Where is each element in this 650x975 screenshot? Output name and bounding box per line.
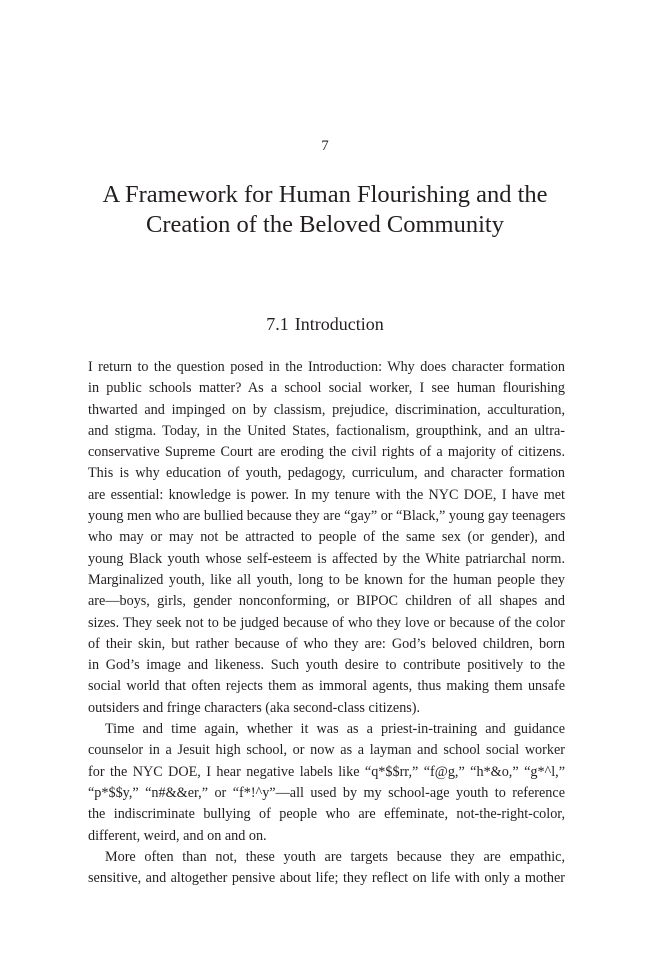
body-line: young men who are bullied because they are “gay” or “Black,” young gay teenagers [88,508,566,525]
body-text [88,357,565,889]
body-line: This is why education of youth, pedagogy, curriculum, and character formation [88,465,565,482]
chapter-title-line: Creation of the Beloved Community [146,211,504,238]
body-line: thwarted and impinged on by classism, prejudice, discrimination, acculturation, [88,401,565,418]
section-title: Introduction [294,314,384,334]
body-line: different, weird, and on and on. [88,827,267,844]
body-line: are—boys, girls, gender nonconforming, or BIPOC children of all shapes and [88,593,565,610]
body-line: conservative Supreme Court are eroding the civil rights of a majority of citizens. [88,444,565,461]
body-line: for the NYC DOE, I hear negative labels like “q*$$rr,” “f@g,” “h*&o,” “g*^l,” [88,763,565,780]
chapter-title [60,180,590,240]
body-line: in public schools matter? As a school social worker, I see human flourishing [88,380,565,397]
chapter-number: 7 [321,138,329,154]
chapter-title-line: A Framework for Human Flourishing and the [102,181,548,208]
body-line: in God’s image and likeness. Such youth desire to contribute positively to the [88,657,565,674]
body-line: young Black youth whose self-esteem is affected by the White patriarchal norm. [88,550,565,567]
body-line: of their skin, but rather because of who they are: God’s beloved children, born [88,635,565,652]
body-line: social world that often rejects them as immoral agents, thus making them unsafe [88,678,565,695]
body-line: sizes. They seek not to be judged because of who they love or because of the color [88,614,565,631]
body-line: sensitive, and altogether pensive about life; they reflect on life with only a mother [88,870,565,887]
section-heading [0,312,650,336]
body-line: who may or may not be attracted to people of the same sex (or gender), and [88,529,565,546]
body-line: are essential: knowledge is power. In my tenure with the NYC DOE, I have met [88,486,565,503]
body-line: “p*$$y,” “n#&&er,” or “f*!^y”—all used by my school-age youth to reference [88,784,565,801]
body-line: Marginalized youth, like all youth, long to be known for the human people they [88,571,565,588]
body-line: Time and time again, whether it was as a priest-in-training and guidance [105,721,565,738]
body-line: outsiders and fringe characters (aka second-class citizens). [88,699,421,716]
body-line: I return to the question posed in the Introduction: Why does character formation [88,359,565,375]
body-line: More often than not, these youth are targets because they are empathic, [105,848,565,865]
body-line: counselor in a Jesuit high school, or now as a layman and school social worker [88,742,565,759]
body-line: the indiscriminate bullying of people who are effeminate, not-the-right-color, [88,806,565,823]
section-number: 7.1 [266,314,289,334]
body-line: and stigma. Today, in the United States, factionalism, groupthink, and an ultra- [88,422,565,439]
